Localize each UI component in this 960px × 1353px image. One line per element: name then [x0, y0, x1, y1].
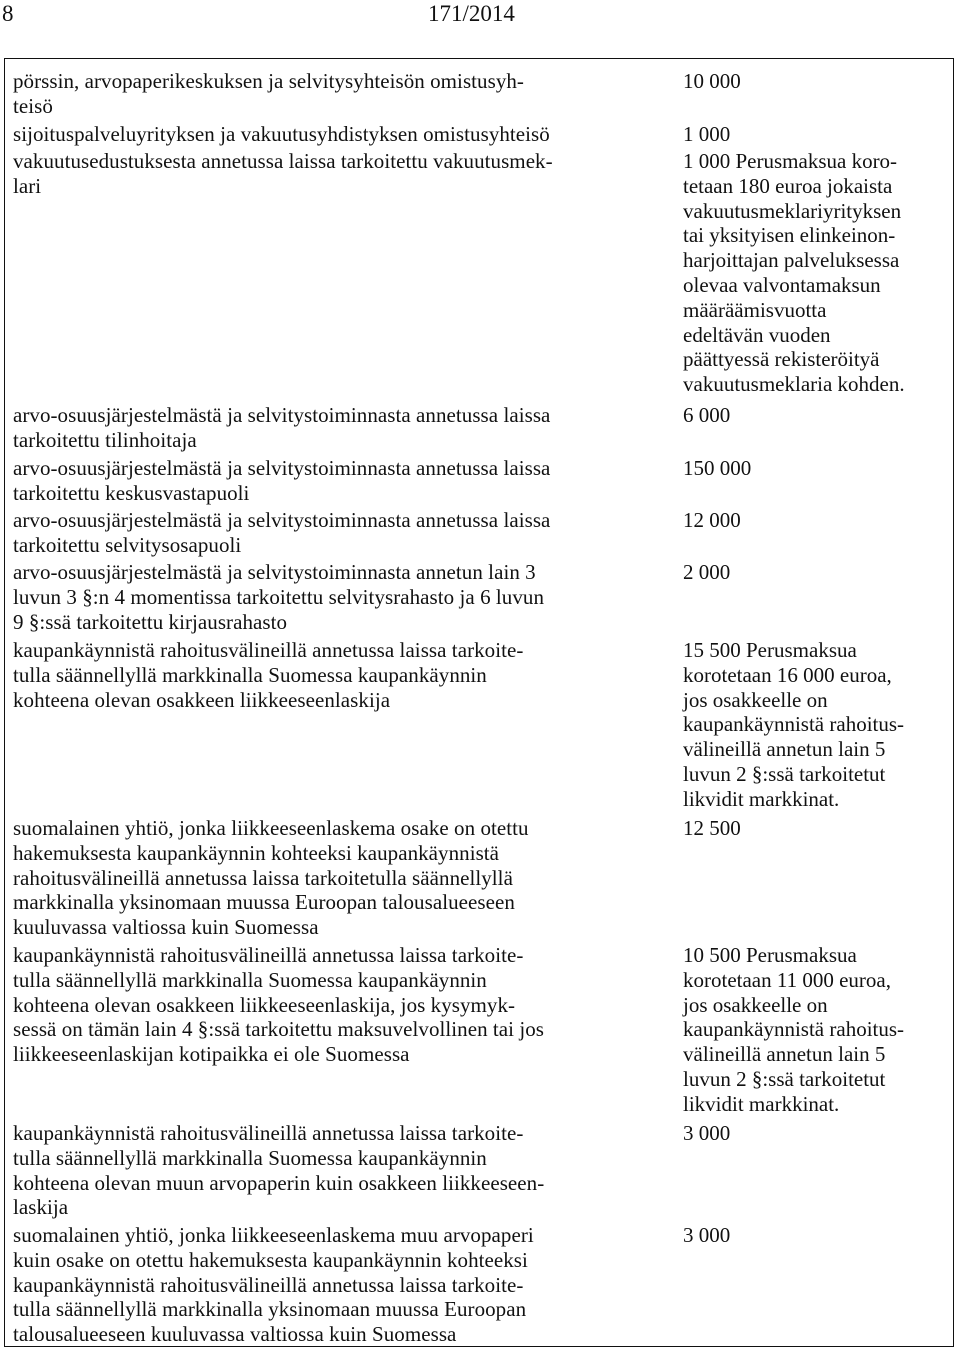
row-description: kaupankäynnistä rahoitusvälineillä annetussa laissa tarkoite- tulla säännellyllä markkinalla Suomessa kaupankäynnin kohteena olevan osakkeen liikkeeseenlaskija, jos kysymyk- sessä on tämän lain 4 §:ssä tarkoitettu maksuvelvollinen tai jos liikkeeseenlaskijan kotipaikka ei ole Suomessa: [13, 943, 545, 1067]
row-description: sijoituspalveluyrityksen ja vakuutusyhdistyksen omistusyhteisö: [13, 122, 550, 146]
row-description: arvo-osuusjärjestelmästä ja selvitystoiminnasta annetun lain 3 luvun 3 §:n 4 momentissa tarkoitettu selvitysrahasto ja 6 luvun 9 §:ssä tarkoitettu kirjausrahasto: [13, 560, 544, 634]
row-fee: 1 000 Perusmaksua koro- tetaan 180 euroa jokaista vakuutusmeklariyrityksen tai yksityisen elinkeinon- harjoittajan palveluksessa olevaa valvontamaksun määräämisvuotta edeltävän vuoden päättyessä rekisteröityä vakuutusmeklaria kohden.: [683, 149, 905, 397]
row-fee: 10 000: [683, 69, 741, 93]
row-fee: 15 500 Perusmaksua korotetaan 16 000 euroa, jos osakkeelle on kaupankäynnistä rahoitus- välineillä annetun lain 5 luvun 2 §:ssä tarkoitetut likvidit markkinat.: [683, 638, 905, 811]
page-header: [0, 0, 960, 30]
row-fee: 3 000: [683, 1121, 731, 1145]
row-description: arvo-osuusjärjestelmästä ja selvitystoiminnasta annetussa laissa tarkoitettu tilinhoitaja: [13, 403, 551, 452]
row-description: kaupankäynnistä rahoitusvälineillä annetussa laissa tarkoite- tulla säännellyllä markkinalla Suomessa kaupankäynnin kohteena olevan osakkeen liikkeeseenlaskija: [13, 638, 524, 712]
row-fee: 12 500: [683, 816, 741, 840]
row-description: vakuutusedustuksesta annetussa laissa tarkoitettu vakuutusmek- lari: [13, 149, 553, 198]
row-fee: 150 000: [683, 456, 752, 480]
row-fee: 6 000: [683, 403, 731, 427]
row-fee: 1 000: [683, 122, 731, 146]
row-description: arvo-osuusjärjestelmästä ja selvitystoiminnasta annetussa laissa tarkoitettu selvitysosapuoli: [13, 508, 551, 557]
row-description: suomalainen yhtiö, jonka liikkeeseenlaskema osake on otettu hakemuksesta kaupankäynnin kohteeksi kaupankäynnistä rahoitusvälineillä annetussa laissa tarkoitetulla säännellyllä markkinalla yksinomaan muussa Euroopan talousalueeseen kuuluvassa valtiossa kuin Suomessa: [13, 816, 529, 940]
row-description: suomalainen yhtiö, jonka liikkeeseenlaskema muu arvopaperi kuin osake on otettu hakemuksesta kaupankäynnin kohteeksi kaupankäynnistä rahoitusvälineillä annetussa laissa tarkoite- tulla säännellyllä markkinalla yksinomaan muussa Euroopan talousalueeseen kuuluvassa valtiossa kuin Suomessa: [13, 1223, 534, 1347]
row-fee: 12 000: [683, 508, 741, 532]
fee-table: [4, 58, 954, 1347]
row-description: kaupankäynnistä rahoitusvälineillä annetussa laissa tarkoite- tulla säännellyllä markkinalla Suomessa kaupankäynnin kohteena olevan muun arvopaperin kuin osakkeen liikkeeseen- laskija: [13, 1121, 545, 1220]
row-fee: 2 000: [683, 560, 731, 584]
row-fee: 10 500 Perusmaksua korotetaan 11 000 euroa, jos osakkeelle on kaupankäynnistä rahoitus- välineillä annetun lain 5 luvun 2 §:ssä tarkoitetut likvidit markkinat.: [683, 943, 905, 1116]
page-number: 8: [2, 1, 14, 26]
document-reference: 171/2014: [428, 1, 515, 26]
row-fee: 3 000: [683, 1223, 731, 1247]
row-description: pörssin, arvopaperikeskuksen ja selvitysyhteisön omistusyh- teisö: [13, 69, 524, 118]
row-description: arvo-osuusjärjestelmästä ja selvitystoiminnasta annetussa laissa tarkoitettu keskusvastapuoli: [13, 456, 551, 505]
